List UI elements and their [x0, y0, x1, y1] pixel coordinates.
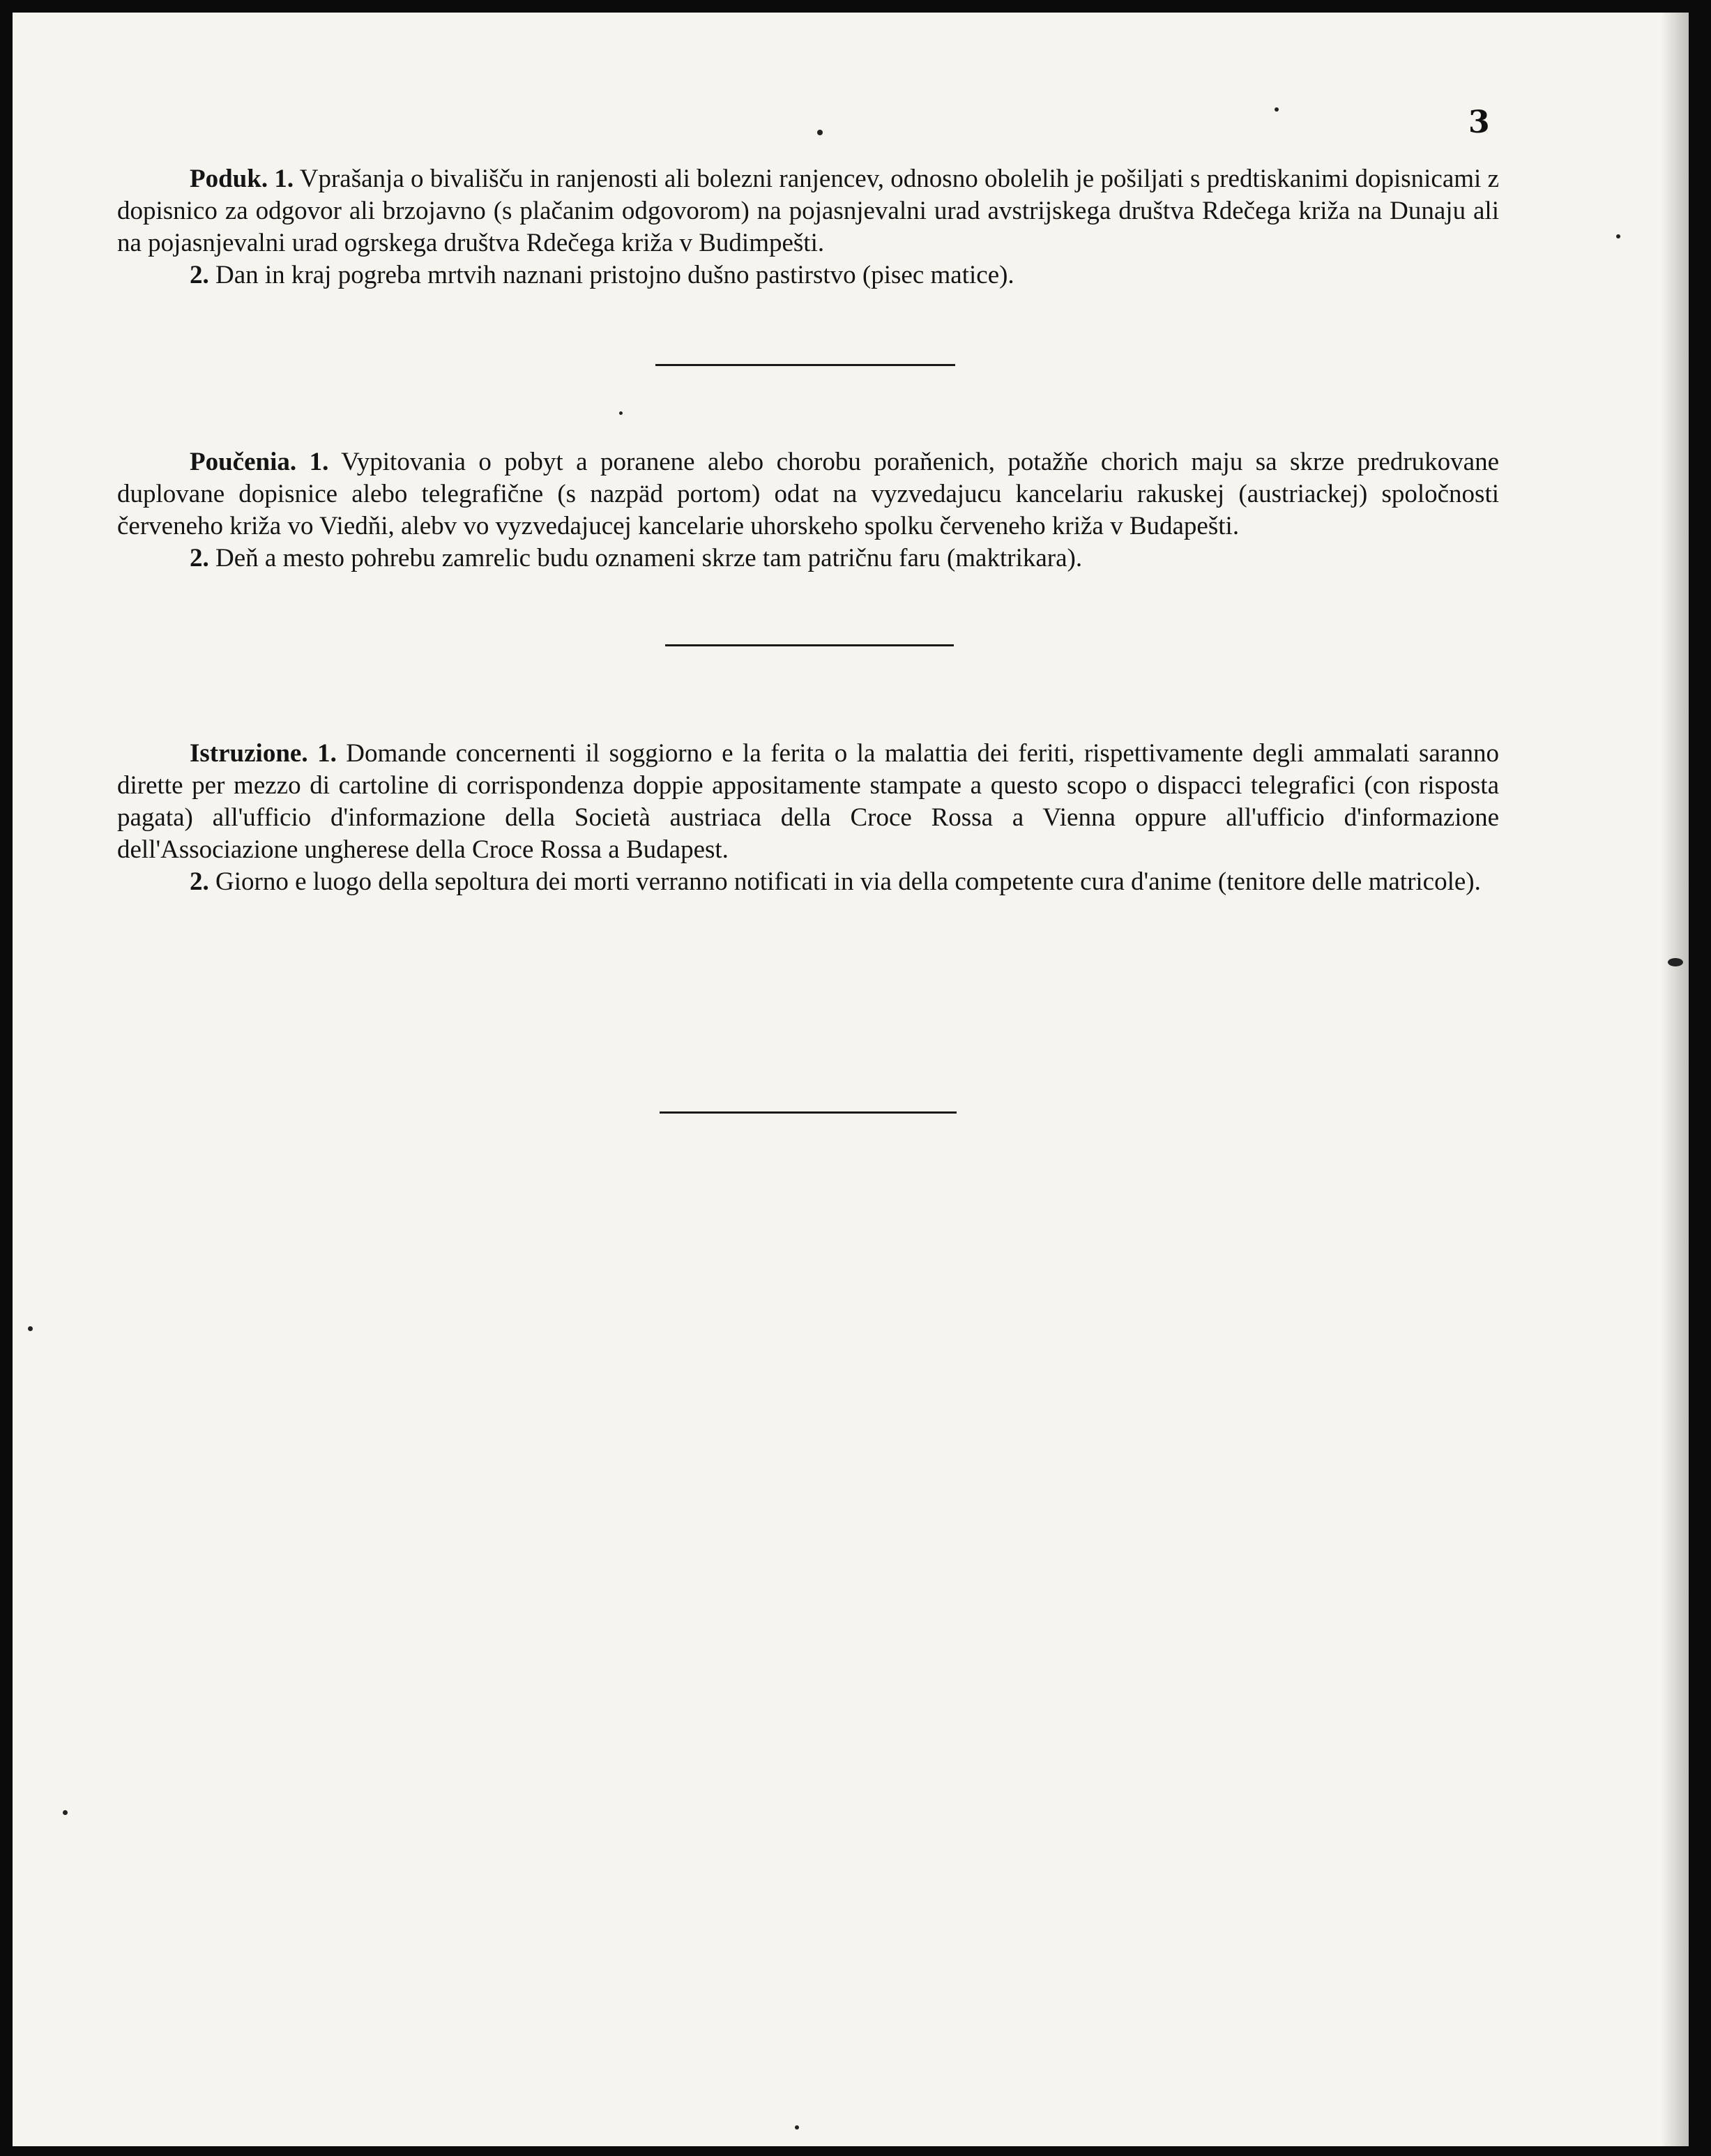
section-italian-item-1	[117, 738, 1499, 866]
section-italian	[117, 738, 1499, 898]
item-number: 1.	[309, 448, 329, 476]
section-divider	[665, 644, 954, 646]
section-slovak-heading: Poučenia.	[190, 448, 297, 476]
paragraph-text: Deň a mesto pohrebu zamrelic budu oznameni skrze tam patričnu faru (maktrikara).	[215, 544, 1083, 572]
scan-speck	[63, 1810, 68, 1815]
paragraph-text: Vprašanja o bivališču in ranjenosti ali bolezni ranjencev, odnosno obolelih je pošiljati s predtiskanimi dopisnicami z dopisnico za odgovor ali brzojavno (s plačanim odgovorom) na pojasnjevalni urad avstrijskega društva Rdečega križa na Dunaju ali na pojasnjevalni urad ogrskega društva Rdečega križa v Budimpešti.	[117, 165, 1500, 257]
section-slovene-heading: Poduk.	[190, 165, 268, 193]
paragraph-text: Giorno e luogo della sepoltura dei morti verranno notificati in via della competente cura d'anime (tenitore delle matricole).	[215, 867, 1481, 896]
section-slovene-item-2	[117, 259, 1499, 291]
paragraph-text: Domande concernenti il soggiorno e la ferita o la malattia dei feriti, rispettivamente degli ammalati saranno dirette per mezzo di cartoline di corrispondenza doppie appositamente stampate a questo scopo o dispacci telegrafici (con risposta pagata) all'ufficio d'informazione della Società austriaca della Croce Rossa a Vienna oppure all'ufficio d'informazione dell'Associazione ungherese della Croce Rossa a Budapest.	[117, 739, 1500, 864]
item-number: 1.	[274, 165, 294, 193]
paragraph-text: Vypitovania o pobyt a poranene alebo chorobu poraňenich, potažňe chorich maju sa skrze predrukovane duplovane dopisnice alebo telegrafične (s nazpäd portom) odat na vyzvedajucu kancelariu rakuskej (austriackej) spoločnosti červeneho križa vo Viedňi, alebv vo vyzvedajucej kancelarie uhorskeho spolku červeneho križa v Budapešti.	[117, 448, 1499, 540]
scan-speck	[619, 411, 623, 415]
section-slovene	[117, 163, 1499, 291]
item-number: 2.	[190, 867, 209, 896]
scan-speck	[1275, 107, 1279, 112]
paragraph-text: Dan in kraj pogreba mrtvih naznani pristojno dušno pastirstvo (pisec matice).	[215, 261, 1014, 289]
item-number: 1.	[317, 739, 337, 768]
page-number: 3	[1468, 105, 1490, 140]
section-divider	[660, 1111, 957, 1114]
scan-speck	[1616, 234, 1620, 238]
scan-speck	[28, 1326, 33, 1331]
scan-speck	[1668, 958, 1683, 966]
section-slovene-item-1	[117, 163, 1499, 259]
scan-speck	[817, 130, 823, 135]
page-edge-shadow	[1661, 13, 1689, 2146]
section-slovak-item-1	[117, 446, 1499, 542]
document-page	[13, 13, 1689, 2146]
section-slovak	[117, 446, 1499, 575]
scan-speck	[795, 2125, 799, 2130]
section-italian-heading: Istruzione.	[190, 739, 308, 768]
item-number: 2.	[190, 261, 209, 289]
section-slovak-item-2	[117, 542, 1499, 575]
section-divider	[655, 364, 955, 366]
section-italian-item-2	[117, 866, 1499, 898]
item-number: 2.	[190, 544, 209, 572]
